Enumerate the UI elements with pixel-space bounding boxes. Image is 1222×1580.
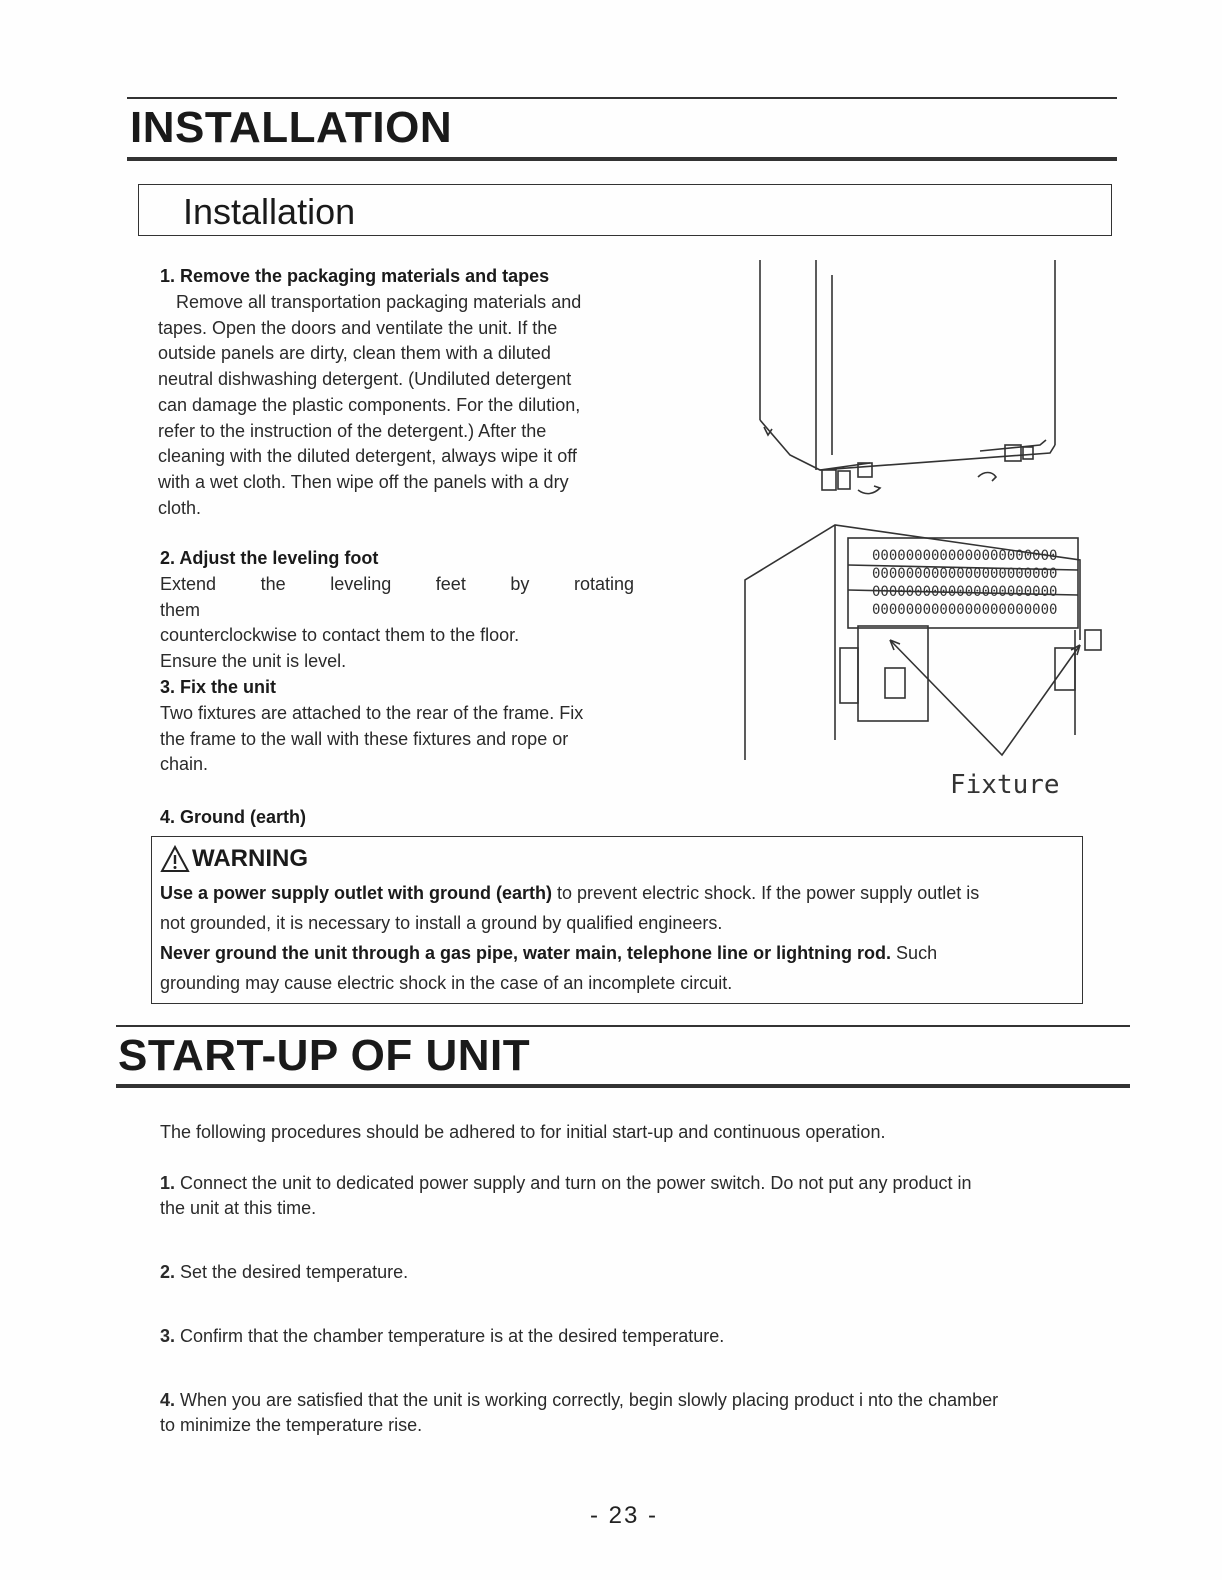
step-3-line: chain. <box>160 754 209 775</box>
step-1-line: outside panels are dirty, clean them with a diluted <box>158 343 551 364</box>
step-3-line: Two fixtures are attached to the rear of the frame. Fix <box>160 703 584 723</box>
warning-line-3 <box>160 938 1072 968</box>
step-1-text <box>158 290 634 521</box>
startup-step-1 <box>160 1171 1090 1221</box>
startup-heading: START-UP OF UNIT <box>118 1031 531 1080</box>
startup-step-3 <box>160 1324 1090 1349</box>
startup-step-1-line-1: Connect the unit to dedicated power supply and turn on the power switch. Do not put any product in <box>175 1173 972 1193</box>
startup-intro: The following procedures should be adhered to for initial start-up and continuous operation. <box>160 1122 886 1142</box>
installation-rule-thick <box>127 157 1117 161</box>
step-1-line: cloth. <box>158 497 202 518</box>
step-1-line: with a wet cloth. Then wipe off the panels with a dry <box>158 471 569 492</box>
startup-rule-thin <box>116 1025 1130 1027</box>
top-rule-thin <box>127 97 1117 99</box>
startup-step-4-line-2: to minimize the temperature rise. <box>160 1415 423 1435</box>
step-3-text <box>160 701 636 778</box>
page-number: - 23 - <box>590 1502 659 1529</box>
warning-title: WARNING <box>192 845 308 872</box>
step-2-line: Ensure the unit is level. <box>160 651 347 672</box>
startup-step-3-line-1: Confirm that the chamber temperature is at the desired temperature. <box>175 1326 725 1346</box>
step-1-line: can damage the plastic components. For the dilution, <box>158 394 581 415</box>
fixture-label: Fixture <box>950 770 1060 800</box>
step-1-line: neutral dishwashing detergent. (Undiluted detergent <box>158 369 572 390</box>
warning-line-1-bold: Use a power supply outlet with ground (earth) <box>160 883 553 903</box>
startup-rule-thick <box>116 1084 1130 1088</box>
installation-subheading-box <box>138 184 1112 236</box>
startup-step-4 <box>160 1388 1090 1438</box>
startup-step-1-line-2: the unit at this time. <box>160 1198 317 1218</box>
installation-heading: INSTALLATION <box>130 103 453 152</box>
svg-text:0000000000000000000000: 0000000000000000000000 <box>872 548 1058 564</box>
warning-line-2: not grounded, it is necessary to install a ground by qualified engineers. <box>160 913 723 933</box>
startup-step-2-line-1: Set the desired temperature. <box>175 1262 409 1282</box>
step-4-title: 4. Ground (earth) <box>160 807 307 827</box>
warning-line-3-bold: Never ground the unit through a gas pipe, water main, telephone line or lightning rod. <box>160 943 892 963</box>
warning-line-4: grounding may cause electric shock in the case of an incomplete circuit. <box>160 973 733 993</box>
svg-text:0000000000000000000000: 0000000000000000000000 <box>872 602 1058 618</box>
warning-line-1 <box>160 878 1072 908</box>
step-1-line: tapes. Open the doors and ventilate the unit. If the <box>158 317 558 338</box>
warning-line-1-rest: to prevent electric shock. If the power supply outlet is <box>552 883 980 903</box>
startup-step-2 <box>160 1260 1090 1285</box>
startup-step-1-num: 1. <box>160 1173 176 1193</box>
step-1-line: cleaning with the diluted detergent, always wipe it off <box>158 446 577 467</box>
svg-text:0000000000000000000000: 0000000000000000000000 <box>872 566 1058 582</box>
step-1-line: refer to the instruction of the detergent.) After the <box>158 420 547 441</box>
warning-triangle-icon <box>160 845 190 873</box>
step-2-text <box>160 572 634 675</box>
step-2-title: 2. Adjust the leveling foot <box>160 548 379 568</box>
step-2-line: counterclockwise to contact them to the floor. <box>160 625 520 646</box>
step-1-title: 1. Remove the packaging materials and tapes <box>160 266 550 286</box>
startup-step-3-num: 3. <box>160 1326 176 1346</box>
leveling-foot-illustration <box>750 255 1070 505</box>
step-2-line: Extend the leveling feet by rotating them <box>160 574 634 620</box>
svg-text:0000000000000000000000: 0000000000000000000000 <box>872 584 1058 600</box>
startup-step-4-num: 4. <box>160 1390 176 1410</box>
warning-box <box>151 836 1083 1004</box>
step-3-line: the frame to the wall with these fixtures and rope or <box>160 728 569 749</box>
step-1-line: Remove all transportation packaging materials and <box>176 292 582 312</box>
step-3-title: 3. Fix the unit <box>160 677 277 697</box>
installation-subheading: Installation <box>183 191 356 232</box>
startup-step-4-line-1: When you are satisfied that the unit is working correctly, begin slowly placing product i nto the chamber <box>175 1390 999 1410</box>
startup-step-2-num: 2. <box>160 1262 176 1282</box>
fixture-illustration <box>740 520 1110 770</box>
warning-line-3-rest: Such <box>891 943 938 963</box>
